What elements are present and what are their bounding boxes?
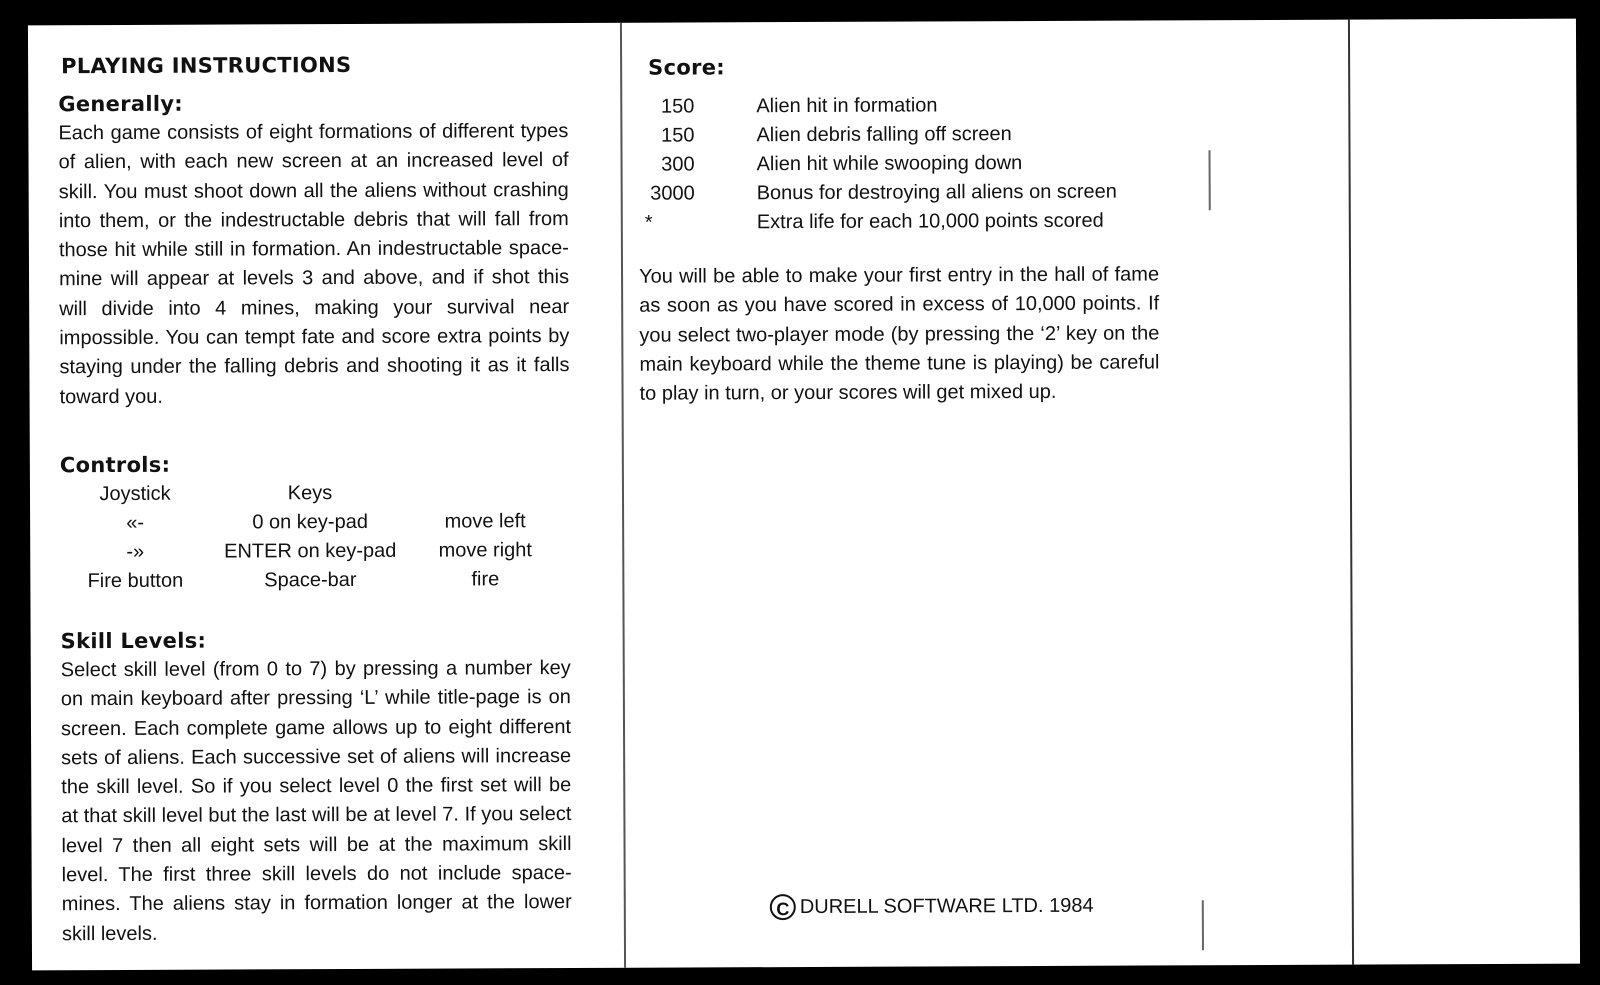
table-row <box>638 149 1116 180</box>
table-row <box>638 91 1116 122</box>
controls-col-keys: Keys <box>287 482 333 505</box>
table-row <box>638 120 1116 151</box>
control-action: move right <box>438 539 532 562</box>
score-description: Alien hit in formation <box>756 94 938 118</box>
skill-levels-text: Select skill level (from 0 to 7) by pressing a number key on main keyboard after pressing ‘L’ while title-page is on screen. Each complete game allows up to eight different sets of aliens. Each successive set of aliens will increase the skill level. So if you select level 0 the first set will be at that skill level but the last will be at level 7. If you select level 7 then all eight sets will be at the maximum skill level. The first three skill levels do not include space-mines. The aliens stay in formation longer at the lower skill levels. <box>60 656 572 945</box>
controls-heading: Controls: <box>59 452 171 478</box>
hall-of-fame-text: You will be able to make your first entry in the hall of fame as soon as you have scored in excess of 10,000 points. If you select two-player mode (by pressing the ‘2’ key on the main keyboard while the theme tune is playing) be careful to play in turn, or your scores will get mixed up. <box>639 263 1160 405</box>
score-description: Extra life for each 10,000 points scored <box>756 209 1104 234</box>
score-heading: Score: <box>648 55 726 80</box>
score-description: Alien hit while swooping down <box>756 152 1023 176</box>
crease-mark <box>1202 900 1204 950</box>
controls-col-joystick: Joystick <box>99 482 171 506</box>
control-joystick: «- <box>126 511 145 534</box>
control-key: Space-bar <box>264 568 357 592</box>
table-row <box>639 207 1117 238</box>
page-title: PLAYING INSTRUCTIONS <box>61 52 352 79</box>
skill-levels-heading: Skill Levels: <box>60 628 207 654</box>
control-key: ENTER on key-pad <box>224 539 397 563</box>
control-joystick: Fire button <box>87 569 184 593</box>
score-points: 300 <box>661 153 695 176</box>
generally-heading: Generally: <box>58 91 184 117</box>
score-description: Alien debris falling off screen <box>756 123 1012 147</box>
control-key: 0 on key-pad <box>252 510 368 534</box>
score-points: 150 <box>660 95 695 118</box>
generally-text: Each game consists of eight formations of different types of alien, with each new screen at an increased level of skill. You must shoot down all the aliens without crashing into them, or the indestructable debris that will fall from those hit while still in formation. An indestructable space-mine will appear at levels 3 and above, and if shot this will divide into 4 mines, making your survival near impossible. You can tempt fate and score extra points by staying under the falling debris and shooting it as it falls toward you. <box>58 120 570 408</box>
crease-mark <box>1209 150 1211 210</box>
control-action: fire <box>471 568 500 591</box>
fold-line-left <box>620 23 626 968</box>
score-points: * <box>644 211 653 234</box>
score-description: Bonus for destroying all aliens on screen <box>756 180 1117 205</box>
copyright-icon: C <box>770 894 796 920</box>
instruction-sheet <box>28 19 1580 971</box>
control-joystick: -» <box>126 540 145 563</box>
copyright-text: DURELL SOFTWARE LTD. 1984 <box>799 894 1094 918</box>
control-action: move left <box>444 510 526 533</box>
table-row <box>639 178 1117 209</box>
controls-col-action <box>410 478 560 508</box>
left-column <box>58 49 572 949</box>
score-table <box>638 91 1117 238</box>
score-points: 150 <box>661 124 695 147</box>
middle-column <box>638 50 1160 409</box>
score-points: 3000 <box>650 182 695 205</box>
controls-table <box>60 478 571 596</box>
fold-line-right <box>1348 20 1354 965</box>
copyright-notice <box>770 893 1094 920</box>
